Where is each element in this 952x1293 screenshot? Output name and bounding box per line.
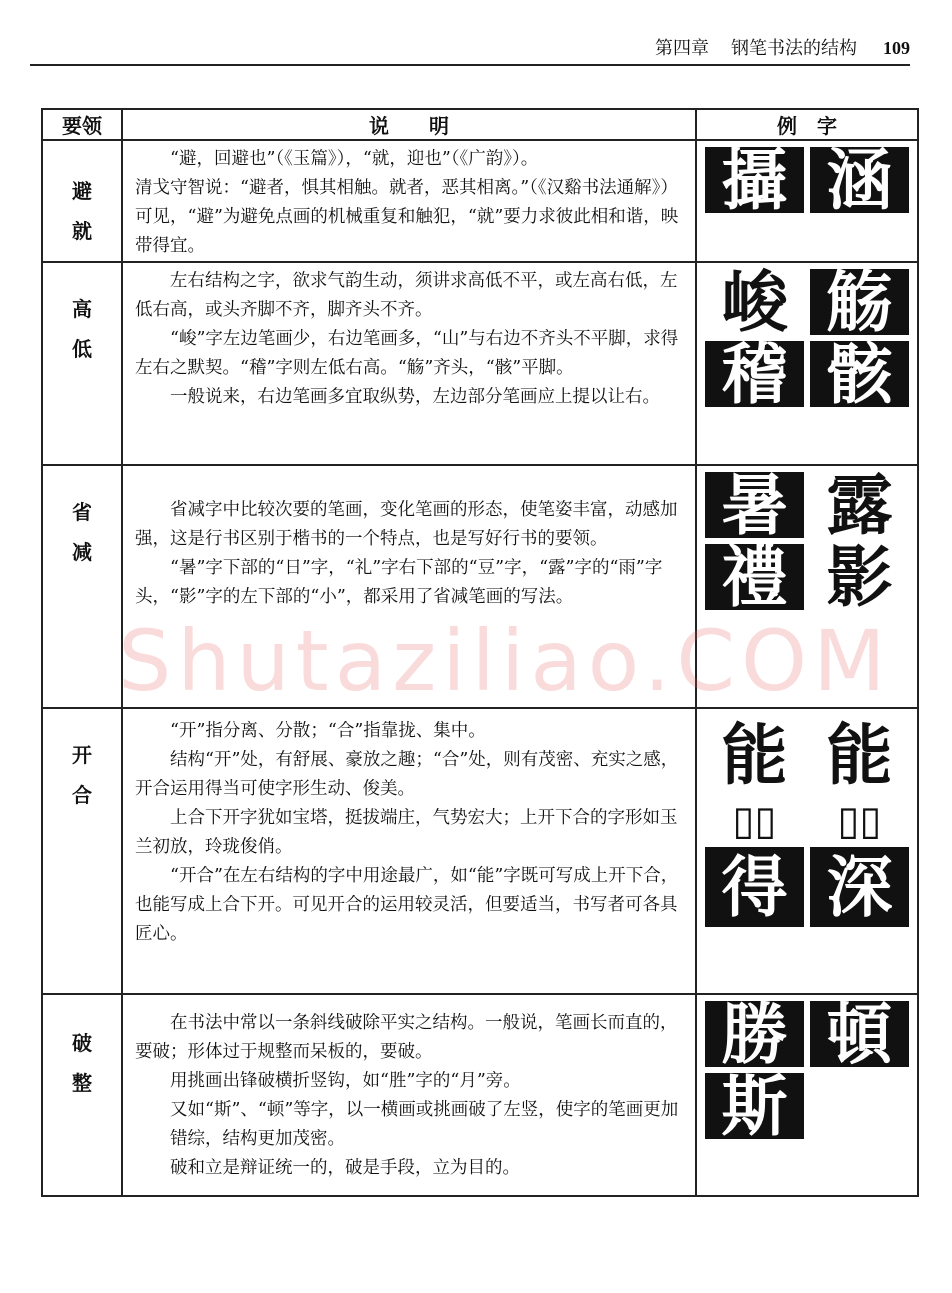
description-cell — [122, 994, 696, 1196]
description-cell — [122, 262, 696, 465]
key-cell — [42, 465, 122, 708]
example-glyph: 骸 — [810, 341, 909, 407]
table-row — [42, 262, 918, 465]
example-cell — [696, 140, 918, 262]
example-glyph: 峻 — [705, 269, 804, 335]
description-cell — [122, 465, 696, 708]
example-glyph: 能 — [810, 715, 909, 795]
paragraph: 一般说来，右边笔画多宜取纵势，左边部分笔画应上提以让右。 — [170, 387, 660, 407]
table-row — [42, 708, 918, 994]
key-char: 低 — [72, 337, 92, 361]
example-glyph: 得 — [705, 847, 804, 927]
example-cell — [696, 465, 918, 708]
paragraph: “暑”字下部的“日”字，“礼”字右下部的“豆”字，“露”字的“雨”字头，“影”字的左下部的“小”，都采用了省减笔画的写法。 — [135, 558, 663, 607]
paragraph: 在书法中常以一条斜线破除平实之结构。一般说，笔画长而直的，要破；形体过于规整而呆板的，要破。 — [135, 1013, 678, 1062]
example-glyph: 影 — [810, 544, 909, 610]
key-cell — [42, 140, 122, 262]
paragraph: 上合下开字犹如宝塔，挺拔端庄，气势宏大；上开下合的字形如玉兰初放，玲珑俊俏。 — [135, 808, 678, 857]
paragraph: “开合”在左右结构的字中用途最广，如“能”字既可写成上开下合，也能写成上合下开。可见开合的运用较灵活，但要适当，书写者可各具匠心。 — [135, 866, 679, 944]
paragraph: “避，回避也”（《玉篇》），“就，迎也”（《广韵》）。 — [170, 149, 539, 169]
key-char: 减 — [72, 540, 92, 564]
example-glyph: 斯 — [705, 1073, 804, 1139]
description-cell — [122, 708, 696, 994]
col-header-desc: 说 明 — [122, 109, 696, 140]
col-header-examples: 例 字 — [696, 109, 918, 140]
col-header-key: 要领 — [42, 109, 122, 140]
header-text — [655, 34, 910, 60]
paragraph: 左右结构之字，欲求气韵生动，须讲求高低不平，或左高右低，左低右高，或头齐脚不齐，脚齐头不齐。 — [135, 271, 678, 320]
table-row — [42, 994, 918, 1196]
key-cell — [42, 262, 122, 465]
key-char: 破 — [72, 1031, 92, 1055]
paragraph: 又如“斯”、“顿”等字，以一横画或挑画破了左竖，使字的笔画更加错综，结构更加茂密。 — [170, 1100, 679, 1149]
description-cell — [122, 140, 696, 262]
table-row — [42, 140, 918, 262]
example-glyph: 稽 — [705, 341, 804, 407]
example-glyph: 禮 — [705, 544, 804, 610]
key-char: 整 — [72, 1071, 92, 1095]
key-char: 开 — [72, 743, 92, 767]
paragraph: 清戈守智说：“避者，惧其相触。就者，恶其相离。”（《汉谿书法通解》）可见，“避”为避免点画的机械重复和触犯，“就”要力求彼此相和谐，映带得宜。 — [135, 178, 679, 256]
example-glyph: 頓 — [810, 1001, 909, 1067]
example-glyph: 露 — [810, 472, 909, 538]
paragraph: 省减字中比较次要的笔画，变化笔画的形态，使笔姿丰富，动感加强，这是行书区别于楷书的一个特点，也是写好行书的要领。 — [135, 500, 678, 549]
page-header — [30, 28, 910, 66]
chapter-title: 钢笔书法的结构 — [731, 38, 857, 59]
key-cell — [42, 708, 122, 994]
example-glyph: 深 — [810, 847, 909, 927]
key-cell — [42, 994, 122, 1196]
key-char: 高 — [72, 297, 92, 321]
example-glyph: ▯▯ — [810, 801, 909, 841]
example-glyph: 涵 — [810, 147, 909, 213]
paragraph: 结构“开”处，有舒展、豪放之趣；“合”处，则有茂密、充实之感，开合运用得当可使字形生动、俊美。 — [135, 750, 679, 799]
example-cell — [696, 994, 918, 1196]
example-glyph: 攝 — [705, 147, 804, 213]
key-char: 省 — [72, 500, 92, 524]
paragraph: “开”指分离、分散；“合”指靠拢、集中。 — [170, 721, 486, 741]
example-glyph: 勝 — [705, 1001, 804, 1067]
example-glyph: ▯▯ — [705, 801, 804, 841]
example-cell — [696, 708, 918, 994]
example-glyph: 暑 — [705, 472, 804, 538]
example-glyph: 觞 — [810, 269, 909, 335]
paragraph: “峻”字左边笔画少，右边笔画多，“山”与右边不齐头不平脚，求得左右之默契。“稽”字则左低右高。“觞”齐头，“骸”平脚。 — [135, 329, 679, 378]
page-number: 109 — [883, 38, 910, 58]
table-row — [42, 465, 918, 708]
key-char: 合 — [72, 783, 92, 807]
example-glyph: 能 — [705, 715, 804, 795]
table-header-row — [42, 109, 918, 140]
key-char: 避 — [72, 179, 92, 203]
example-cell — [696, 262, 918, 465]
paragraph: 破和立是辩证统一的，破是手段，立为目的。 — [170, 1158, 520, 1178]
key-char: 就 — [72, 219, 92, 243]
watermark: Shutaziliao.COM — [118, 612, 892, 710]
paragraph: 用挑画出锋破横折竖钩，如“胜”字的“月”旁。 — [170, 1071, 521, 1091]
chapter-label: 第四章 — [655, 38, 709, 59]
calligraphy-table — [41, 108, 919, 1197]
